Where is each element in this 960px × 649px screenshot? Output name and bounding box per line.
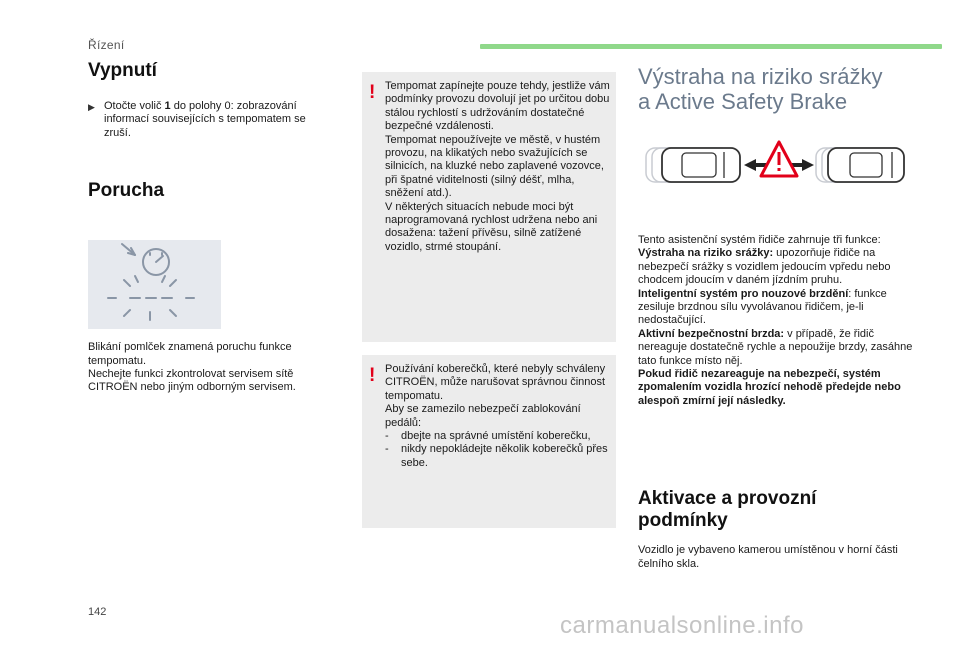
off-instruction-text: Otočte volič 1 do polohy 0: zobrazování informací souvisejících s tempomatem se zruší. [104, 100, 306, 139]
column-middle [362, 72, 616, 528]
warning2-line-1: Používání koberečků, které nebyly schváleny CITROËN, může narušovat správnou činnost tempomatu. [385, 363, 606, 402]
activation-heading: Aktivace a provozní podmínky [638, 488, 817, 532]
warning2-line-2: Aby se zamezilo nebezpečí zablokování pedálů: [385, 403, 581, 429]
collision-illustration [638, 136, 920, 196]
cruise-fault-illustration [88, 240, 221, 329]
warning-box-usage [362, 72, 616, 342]
warning1-line-1: Tempomat zapínejte pouze tehdy, jestliže vám podmínky provozu dovolují jet po určitou dobu stálou rychlostí s udržováním dostatečné bezpečné vzdálenosti. [385, 80, 610, 133]
cars-collision-warning-icon [638, 136, 920, 196]
warning-exclamation-icon: ! [369, 365, 376, 386]
list-item: - nikdy nepokládejte několik koberečků přes sebe. [385, 443, 608, 469]
collision-heading: Výstraha na riziko srážky a Active Safety Brake [638, 64, 883, 114]
collision-description: Tento asistenční systém řidiče zahrnuje tři funkce: Výstraha na riziko srážky: upozorňuje řidiče na nebezpečí srážky s vozidlem jedoucím vpředu nebo chodcem jdoucím v daném jízdním pruhu. Inteligentní systém pro nouzové brzdění: funkce zesiluje brzdnou sílu vyvolávanou řidičem, je-li nedostačující. Aktivní bezpečnostní brzda: v případě, že řidič nereaguje dostatečně rychle a nepoužije brzdy, zasáhne tato funkce místo něj. Pokud řidič nezareaguje na nebezpečí, systém zpomalením vozidla hrozící nehodě předejde nebo alespoň zmírní její následky. [638, 234, 913, 407]
warning-box-mats [362, 355, 616, 528]
off-heading: Vypnutí [88, 60, 157, 81]
warning-exclamation-icon: ! [369, 82, 376, 103]
column-left [88, 60, 328, 395]
watermark: carmanualsonline.info [560, 612, 804, 639]
bullet-arrow-icon: ▶ [88, 102, 95, 112]
warning1-line-2: Tempomat nepoužívejte ve městě, v hustém provozu, na klikatých nebo svažujících se silnicích, na kluzké nebo zaplavené vozovce, při špatné viditelnosti (silný déšť, mlha, sněžení atd.). [385, 133, 604, 200]
fault-heading: Porucha [88, 180, 165, 202]
list-item: - dbejte na správné umístění koberečku, [385, 430, 591, 443]
speedometer-dashes-icon [88, 240, 221, 329]
fault-line-1: Blikání pomlček znamená poruchu funkce tempomatu. [88, 341, 292, 367]
column-right [638, 64, 920, 571]
fault-paragraph [88, 341, 328, 395]
page-number: 142 [88, 606, 107, 618]
section-label: Řízení [88, 38, 125, 52]
section-accent-bar [480, 44, 942, 49]
fault-line-2: Nechejte funkci zkontrolovat servisem sítě CITROËN nebo jiným odborným servisem. [88, 368, 296, 394]
off-instruction [88, 100, 328, 140]
activation-text: Vozidlo je vybaveno kamerou umístěnou v horní části čelního skla. [638, 544, 898, 570]
warning1-line-3: V některých situacích nebude moci být naprogramovaná rychlost udržena nebo ani dosažena: tažení přívěsu, silně zatížené vozidlo, strmé stoupání. [385, 200, 598, 253]
